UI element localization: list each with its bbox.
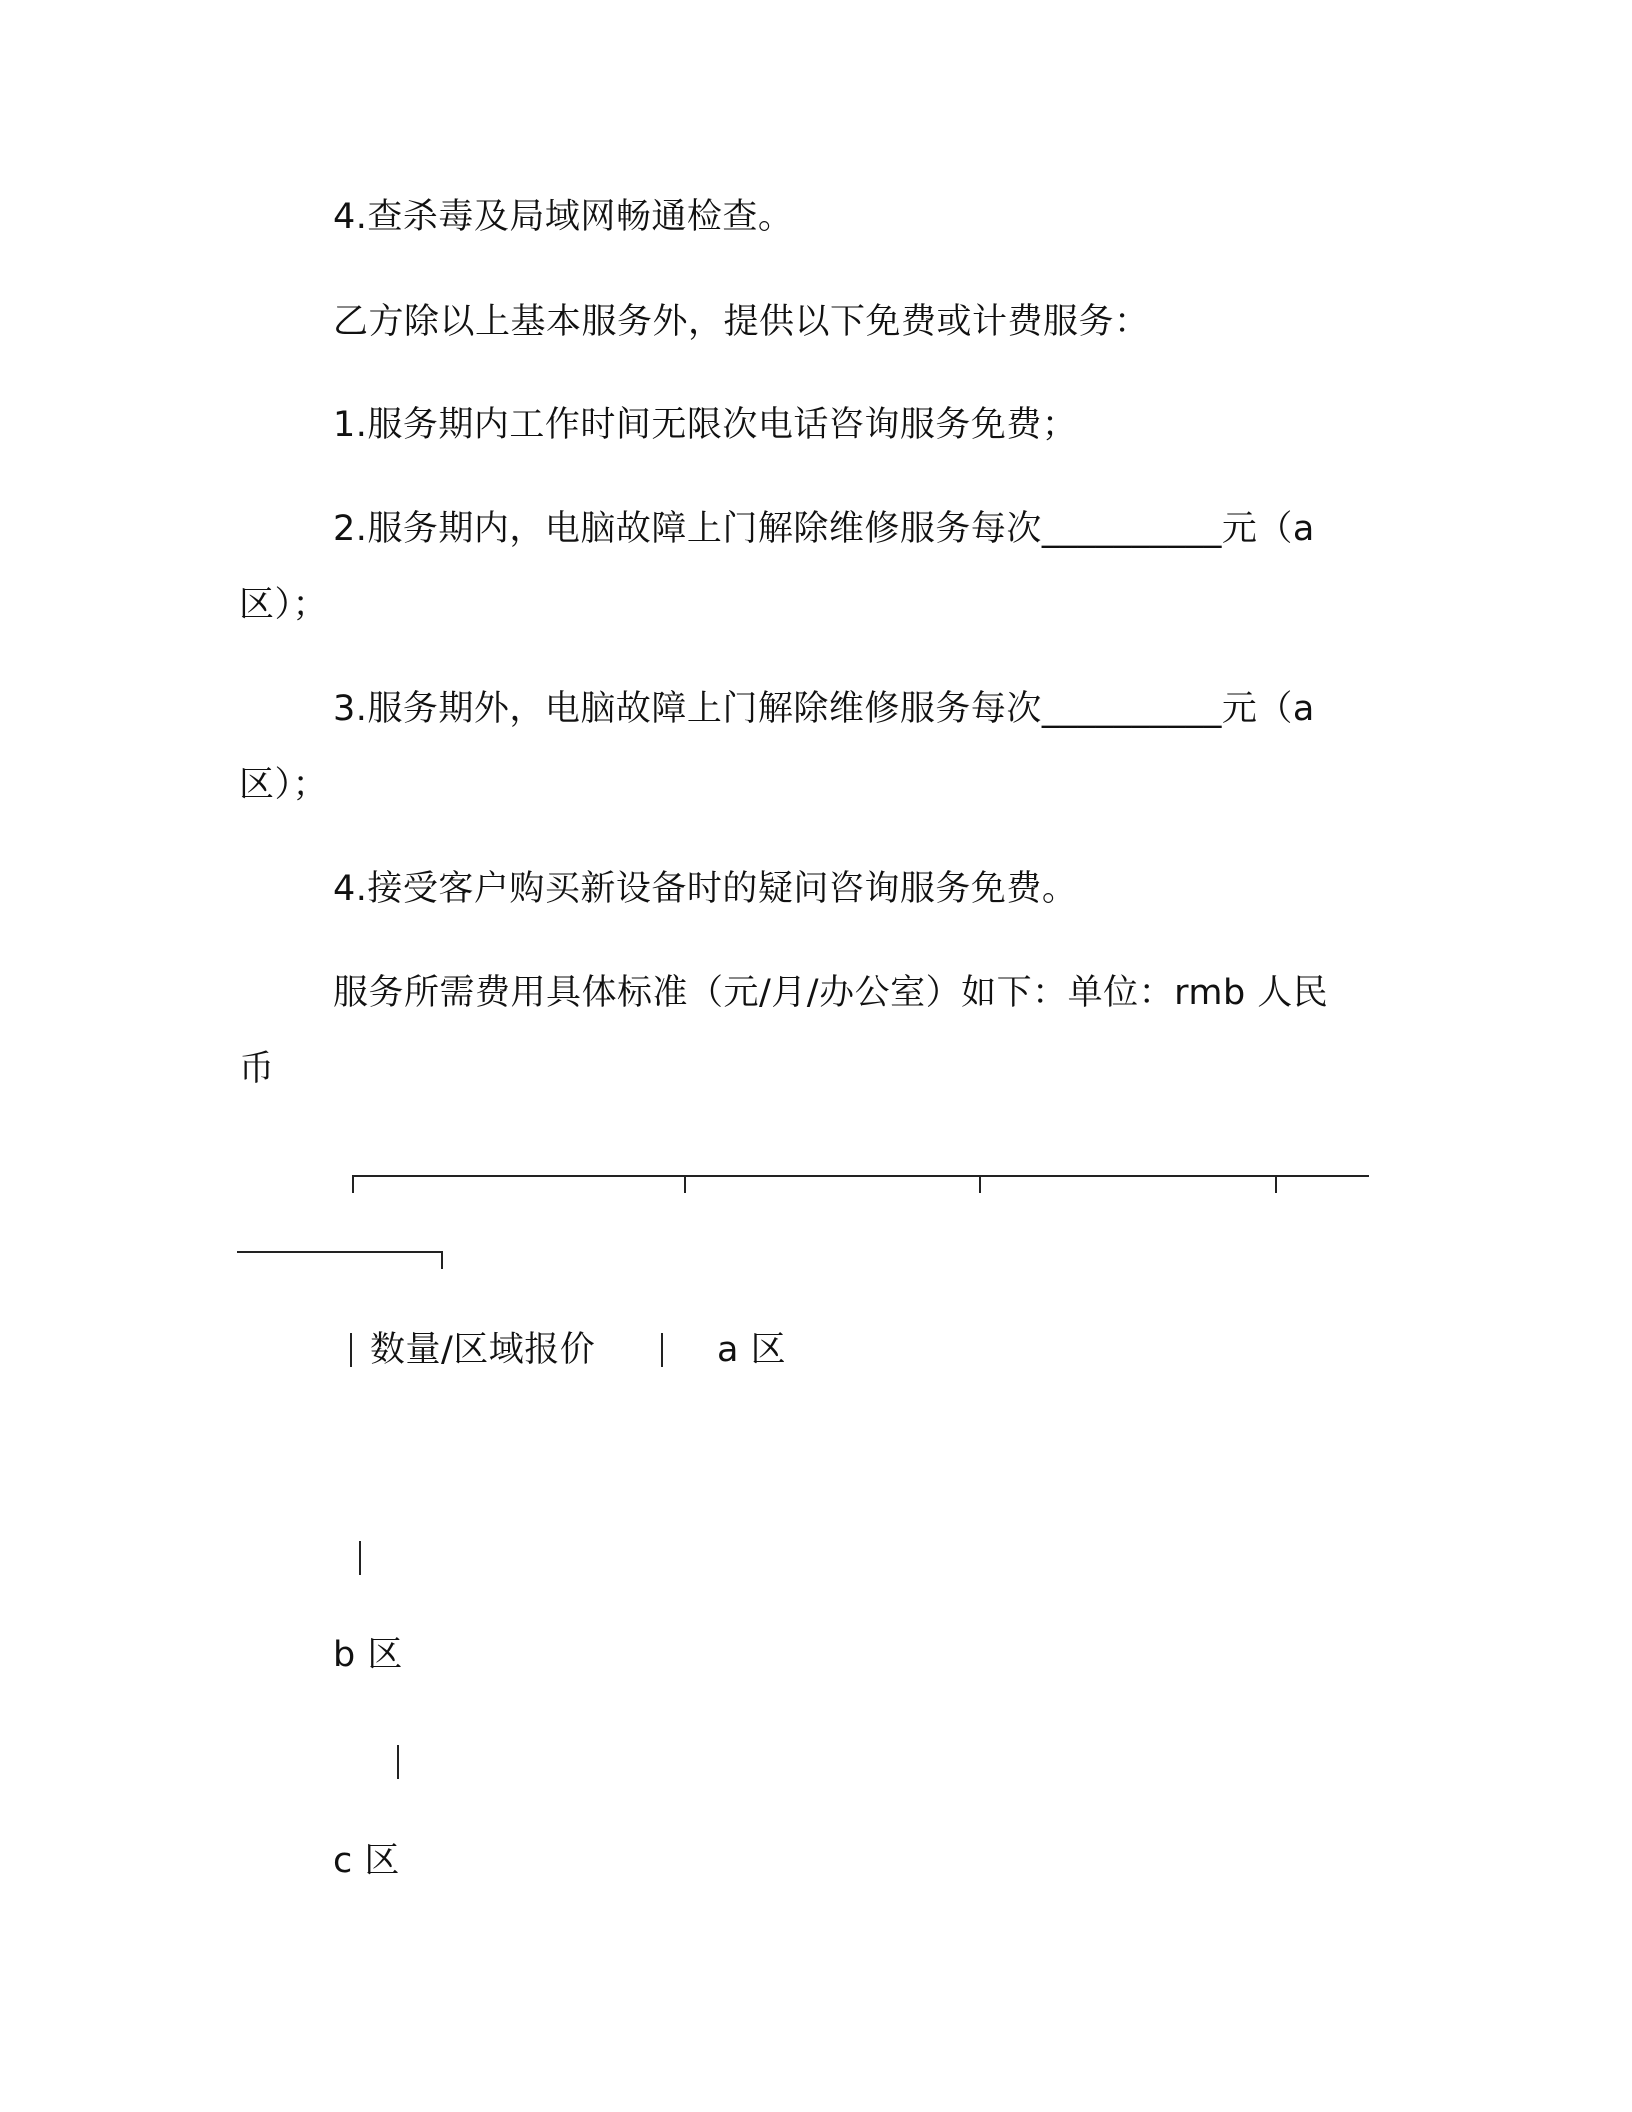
paragraph-service-2-cont: 区）； xyxy=(239,585,329,625)
paragraph-service-3-cont: 区）； xyxy=(239,765,329,805)
paragraph-fee-standard-cont: 币 xyxy=(239,1049,275,1089)
paragraph-extra-services-intro: 乙方除以上基本服务外，提供以下免费或计费服务： xyxy=(333,302,1150,342)
table-tick xyxy=(441,1251,443,1269)
paragraph-fee-standard: 服务所需费用具体标准（元/月/办公室）如下：单位：rmb 人民 xyxy=(333,973,1329,1013)
paragraph-service-1: 1.服务期内工作时间无限次电话咨询服务免费； xyxy=(333,405,1078,445)
table-cell-divider xyxy=(661,1333,663,1367)
paragraph-service-4: 4.接受客户购买新设备时的疑问咨询服务免费。 xyxy=(333,869,1078,909)
table-top-rule xyxy=(352,1175,1369,1177)
table-tick xyxy=(1275,1175,1277,1193)
table-cell-divider xyxy=(359,1541,361,1575)
paragraph-service-2: 2.服务期内，电脑故障上门解除维修服务每次__________元（a xyxy=(333,509,1315,549)
table-tick xyxy=(979,1175,981,1193)
table-col-a: a 区 xyxy=(717,1330,787,1370)
table-header-label: 数量/区域报价 xyxy=(370,1330,596,1370)
table-cell-divider xyxy=(350,1333,352,1367)
table-tick xyxy=(684,1175,686,1193)
paragraph-service-3: 3.服务期外，电脑故障上门解除维修服务每次__________元（a xyxy=(333,689,1315,729)
table-cell-divider xyxy=(397,1745,399,1779)
table-row-c: c 区 xyxy=(333,1841,400,1881)
table-tick xyxy=(352,1175,354,1193)
table-second-rule xyxy=(237,1251,443,1253)
table-row-b: b 区 xyxy=(333,1635,403,1675)
paragraph-item-4-antivirus: 4.查杀毒及局域网畅通检查。 xyxy=(333,197,794,237)
